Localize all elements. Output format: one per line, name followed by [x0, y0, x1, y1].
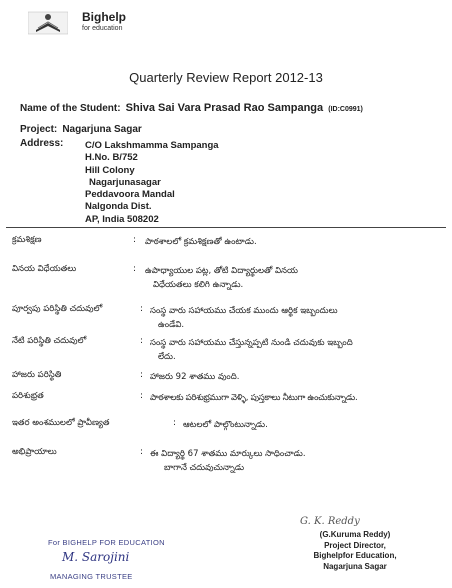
- row-value-line: ఉపాధ్యాయుల పట్ల, తోటి విద్యార్థులతో వినయ: [145, 266, 298, 276]
- row-value-previous-condition: [150, 304, 445, 332]
- row-value-line: లేదు.: [158, 352, 176, 362]
- row-value-line: పాఠశాలకు పరిశుభ్రముగా వెళ్ళి, పుస్తకాలు నీటుగా ఉంచుకున్నాడు.: [150, 393, 358, 403]
- row-value-discipline: [145, 235, 445, 249]
- project-value: Nagarjuna Sagar: [62, 124, 142, 135]
- report-title: Quarterly Review Report 2012-13: [129, 70, 323, 85]
- section-divider: [6, 227, 446, 228]
- address-line: H.No. B/752: [85, 152, 138, 164]
- director-line: Nagarjuna Sagar: [323, 561, 387, 571]
- row-label-cleanliness: పరిశుభ్రత: [12, 391, 44, 401]
- row-colon: :: [173, 418, 177, 428]
- row-value-line: హాజరు 92 శాతము వుంది.: [150, 372, 240, 382]
- director-line: Project Director,: [324, 540, 386, 550]
- brand-tagline: for education: [82, 25, 123, 32]
- row-value-other-skills: [183, 418, 443, 432]
- director-line: (G.Kuruma Reddy): [319, 530, 391, 539]
- director-signature: G. K. Reddy: [300, 516, 360, 527]
- address-label: Address:: [20, 138, 64, 149]
- director-block: [300, 530, 410, 572]
- address-line: Peddavoora Mandal: [85, 189, 175, 201]
- address-block: [85, 140, 219, 226]
- row-value-line: సంస్థ వారు సహాయము చేస్తున్నప్పటి నుండి చదువుకు ఇబ్బంది: [150, 338, 353, 348]
- address-line: Hill Colony: [85, 164, 135, 176]
- row-colon: :: [133, 264, 137, 274]
- trustee-signature: M. Sarojini: [62, 550, 130, 564]
- row-colon: :: [140, 370, 144, 380]
- address-line: Nalgonda Dist.: [85, 201, 152, 213]
- student-id: (ID:C0991): [328, 106, 363, 113]
- row-colon: :: [140, 391, 144, 401]
- row-value-line: ఈ విద్యార్థి 67 శాతము మార్కులు సాధించాడు.: [150, 449, 306, 459]
- trustee-designation: MANAGING TRUSTEE: [50, 572, 133, 581]
- row-label-previous-condition: పూర్వపు పరిస్థితి చదువులో: [12, 304, 103, 314]
- brand-name: Bighelp: [82, 10, 126, 24]
- student-name-label: Name of the Student:: [20, 103, 121, 114]
- row-value-line: ఉండేవి.: [158, 320, 185, 330]
- director-line: Bighelpfor Education,: [313, 551, 397, 560]
- row-value-current-condition: [150, 336, 445, 364]
- row-value-line: ఆటలలో పాల్గొంటున్నాడు.: [183, 420, 268, 430]
- row-label-humility: వినయ విధేయతలు: [12, 264, 77, 274]
- address-line: AP, India 508202: [85, 213, 159, 225]
- row-value-attendance: [150, 370, 445, 384]
- row-value-line: బాగానే చదువుచున్నాడు: [164, 463, 245, 473]
- row-value-humility: [145, 264, 445, 292]
- row-colon: :: [140, 447, 144, 457]
- row-label-other-skills: ఇతర అంశములలో ప్రావీణ్యత: [12, 418, 110, 428]
- address-line: C/O Lakshmamma Sampanga: [85, 140, 219, 151]
- row-label-attendance: హాజరు పరిస్థితి: [12, 370, 62, 380]
- row-label-opinions: అభిప్రాయాలు: [12, 447, 57, 457]
- student-name-value: Shiva Sai Vara Prasad Rao Sampanga: [125, 102, 324, 114]
- row-value-line: పాఠశాలలో క్రమశిక్షణతో ఉంటాడు.: [145, 237, 257, 247]
- row-label-discipline: క్రమశిక్షణ: [12, 235, 42, 245]
- footer-org-line: For BIGHELP FOR EDUCATION: [48, 538, 165, 547]
- row-value-opinions: [150, 447, 445, 475]
- row-colon: :: [140, 304, 144, 314]
- bighelp-logo: [28, 10, 68, 36]
- row-colon: :: [133, 235, 137, 245]
- row-value-cleanliness: [150, 391, 445, 405]
- address-line: Nagarjunasagar: [89, 176, 161, 188]
- row-colon: :: [140, 336, 144, 346]
- row-value-line: సంస్థ వారు సహాయము చేయక ముందు ఆర్థిక ఇబ్బందులు: [150, 306, 338, 316]
- student-name-line: [20, 96, 363, 115]
- book-reader-icon: [28, 10, 68, 36]
- row-value-line: విధేయతలు కలిగి ఉన్నాడు.: [153, 280, 244, 290]
- project-label: Project:: [20, 124, 58, 135]
- row-label-current-condition: నేటి పరిస్థితి చదువులో: [12, 336, 87, 346]
- project-line: [20, 117, 142, 136]
